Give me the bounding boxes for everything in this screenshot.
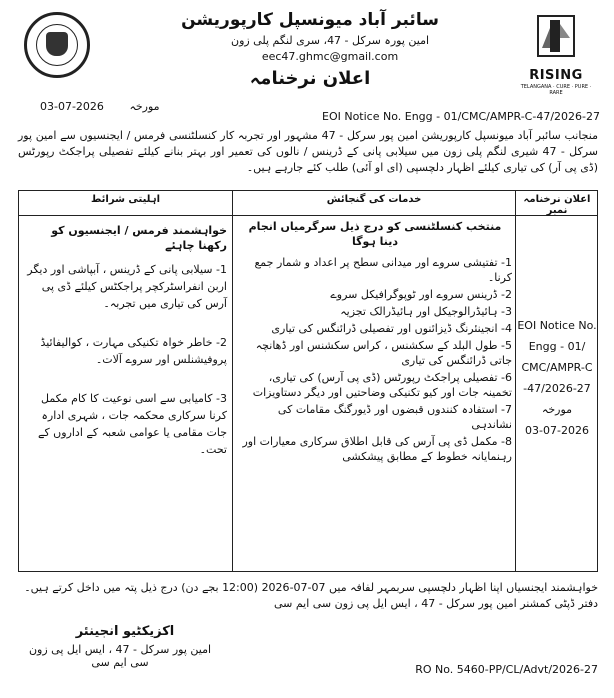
eligibility-cell	[23, 219, 231, 480]
notice-cell-date: 03-07-2026	[525, 424, 589, 437]
notice-cell-line3: CMC/AMPR-C	[521, 361, 593, 374]
header-services: خدمات کی گنجائش	[326, 194, 422, 205]
corporation-title: سائبر آباد میونسپل کارپوریشن	[181, 10, 439, 30]
service-item: 5- طول البلد کے سکشنس ، کراس سکشنس اور ڈھانچہ جاتی ڈرائنگس کی تیاری	[255, 339, 512, 367]
services-heading: منتخب کنسلٹنسی کو درج ذیل سرگرمیاں انجام دینا ہوگا	[248, 220, 502, 248]
eligibility-item: 3- کامیابی سے اسی نوعیت کا کام مکمل کرنا سرکاری محکمہ جات ، شہری ادارہ جات مقامی یا عوامی شعبہ کے اداروں کے تحت۔	[38, 392, 227, 456]
submission-text: خواہشمند ایجنسیاں اپنا اظہار دلچسپی سربمہر لفافہ میں 07-07-2026 (12:00 بجے دن) درج ذیل پتہ میں داخل کرتے ہیں۔	[24, 581, 598, 594]
eligibility-item: 1- سیلابی پانی کے ڈرینس ، آبپاشی اور دیگر اربن انفراسٹرکچر پراجکٹس کیلئے ڈی پی آرس کی تیاری میں تجربہ۔	[27, 263, 227, 310]
notice-heading: اعلان نرخنامہ	[249, 68, 371, 89]
service-item: 8- مکمل ڈی پی آرس کی قابل اطلاق سرکاری معیارات اور رہنمایانہ خطوط کے مطابق پیشکشی	[242, 435, 512, 463]
corporation-seal-icon	[24, 12, 90, 78]
logo-word: RISING	[529, 68, 583, 83]
notice-date-label: مورخہ	[129, 100, 160, 113]
circle-address: امین پورہ سرکل - 47، سری لنگم پلی زون	[230, 34, 430, 47]
notice-cell-line4: -47/2026-27	[523, 382, 591, 395]
eoi-notice-number: EOI Notice No. Engg - 01/CMC/AMPR-C-47/2026-27	[322, 110, 600, 123]
signature-subtitle: امین پور سرکل - 47 ، ایس ایل پی زون سی ایم سی	[28, 643, 212, 669]
notice-date-row	[40, 100, 210, 113]
notice-cell	[516, 315, 598, 441]
intro-paragraph: منجانب سائبر آباد میونسپل کارپوریشن امین پور سرکل - 47 مشہور اور تجربہ کار کنسلٹنسی فرمس / ایجنسیوں سے امین پور سرکل - 47 شیری لنگم پلی زون میں سیلابی پانی کے ڈرینس / نالوں کی تعمیر اور بہتر بنانے کیلئے تفصیلی پراجکٹ رپورٹس (ڈی پی آر) کی تیاری کیلئے اظہار دلچسپی (ای او آئی) طلب کئے جارہے ہیں۔	[18, 129, 598, 174]
service-item: 2- ڈرینس سروے اور ٹوپوگرافیکل سروے	[330, 288, 512, 301]
service-item: 6- تفصیلی پراجکٹ رپورٹس (ڈی پی آرس) کی تیاری، تخمینہ جات اور کیو تکنیکی وضاحتیں اور دیگر دستاویزات	[252, 371, 512, 399]
signature-title: اکزیکٹیو انجینئر	[75, 624, 175, 639]
service-item: 1- تفتیشی سروے اور میدانی سطح پر اعداد و شمار جمع کرنا۔	[254, 256, 512, 284]
eoi-table	[18, 190, 598, 572]
notice-cell-date-label: مورخہ	[541, 403, 573, 416]
services-cell	[234, 219, 516, 466]
notice-cell-line1: EOI Notice No.	[517, 319, 597, 332]
notice-date: 03-07-2026	[40, 100, 104, 113]
service-item: 3- ہائیڈرالوجیکل اور ہائیڈرالک تجزیہ	[340, 305, 512, 318]
header-notice-no: اعلان نرخنامہ نمبر	[523, 194, 591, 216]
service-item: 7- استفادہ کنندوں قبضوں اور ڈیورگنگ مقامات کی نشاندہی	[277, 403, 512, 431]
header-eligibility: اہلیتی شرائط	[90, 194, 161, 205]
office-address: دفتر ڈپٹی کمشنر امین پور سرکل - 47 ، ایس ایل پی زون سی ایم سی	[273, 597, 598, 610]
notice-cell-line2: Engg - 01/	[528, 340, 586, 353]
eligibility-heading: خواہشمند فرمس / ایجنسیوں کو رکھنا چاہئے	[51, 224, 227, 252]
rising-logo-icon	[536, 14, 576, 62]
logo-subtitle: TELANGANA · CURE · PURE · RARE	[520, 84, 592, 96]
contact-email: eec47.ghmc@gmail.com	[261, 50, 399, 63]
service-item: 4- انجینئرنگ ڈیزائنوں اور تفصیلی ڈرائنگس کی تیاری	[271, 322, 512, 335]
eligibility-item: 2- خاطر خواہ تکنیکی مہارت ، کوالیفائیڈ پروفیشنلس اور سروے آلات۔	[40, 336, 227, 366]
ro-number: RO No. 5460-PP/CL/Advt/2026-27	[415, 663, 598, 676]
rising-telangana-logo	[520, 14, 592, 96]
